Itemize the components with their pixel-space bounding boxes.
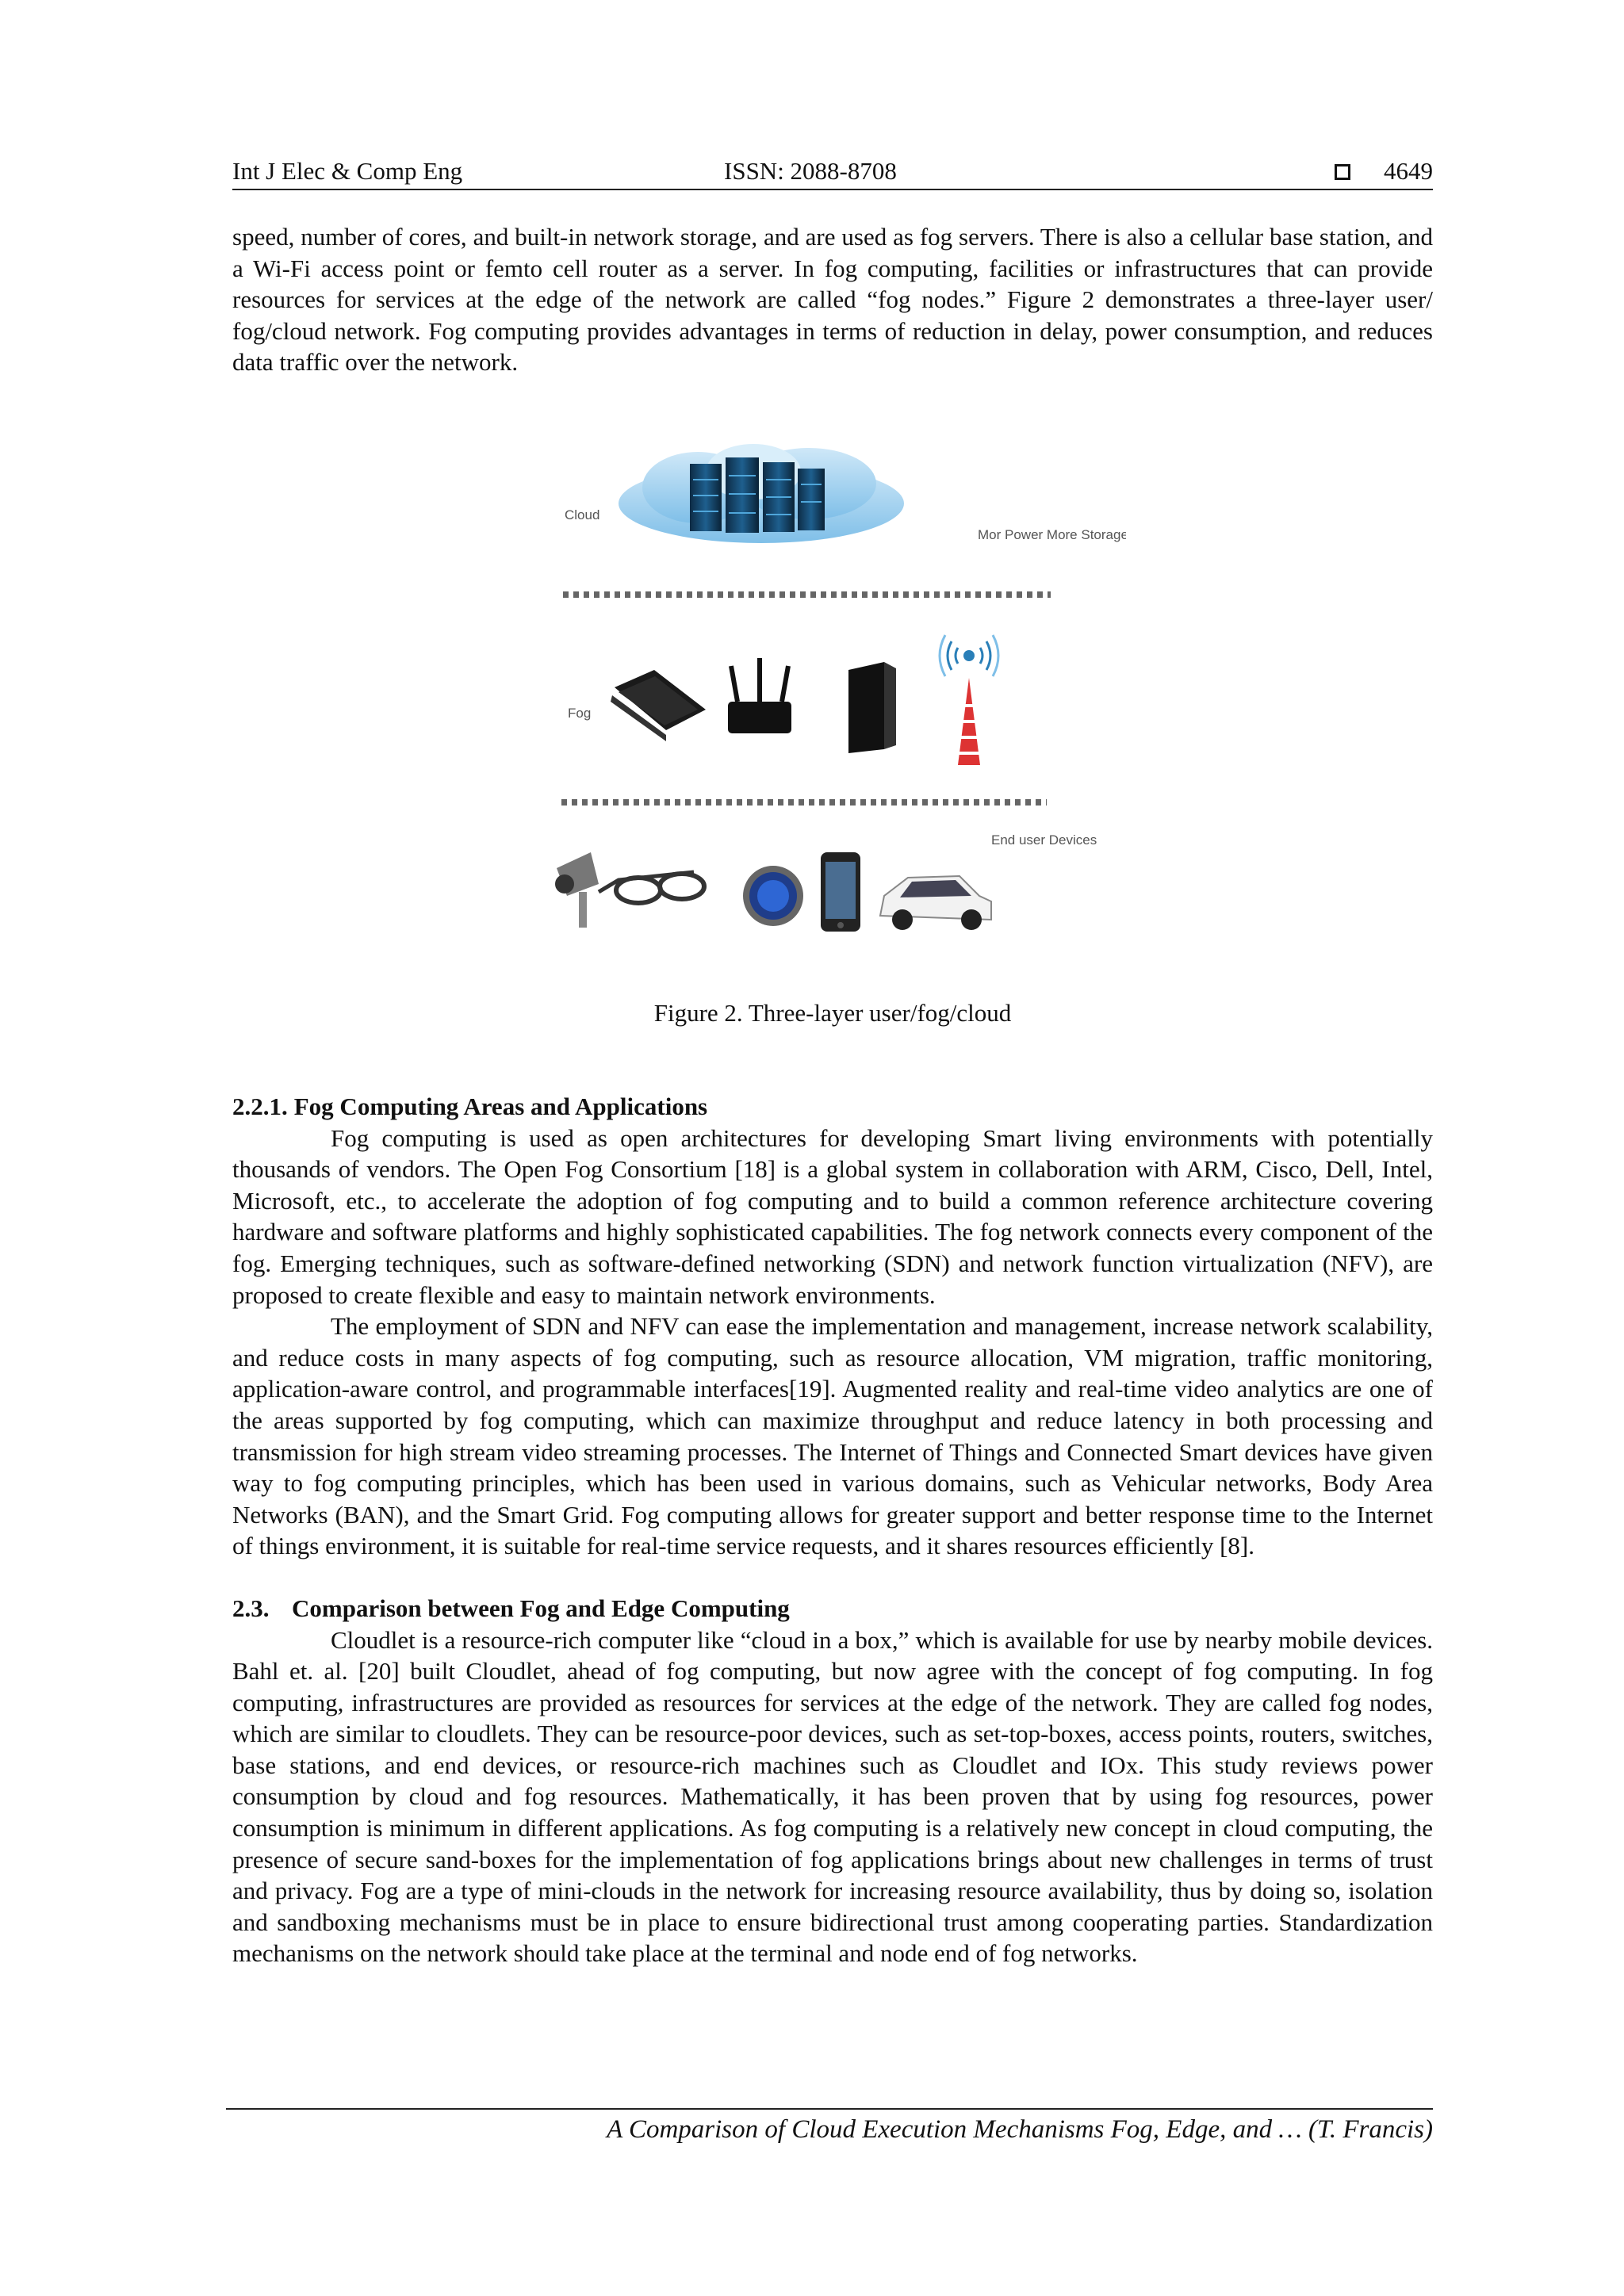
label-cloud: Cloud [565, 507, 600, 522]
running-footer: A Comparison of Cloud Execution Mechanisms Fog, Edge, and … (T. Francis) [607, 2115, 1433, 2144]
car-icon [880, 876, 991, 930]
section-heading-2-3 [232, 1593, 1433, 1624]
issn: ISSN: 2088-8708 [724, 157, 897, 185]
router-icon [728, 658, 791, 733]
section-title: Comparison between Fog and Edge Computing [292, 1594, 790, 1622]
three-layer-diagram [547, 440, 1126, 959]
footer-rule [226, 2108, 1433, 2110]
smartphone-icon [821, 852, 860, 932]
server-tower-icon [848, 662, 896, 753]
label-more-power: Mor Power More Storage [978, 527, 1126, 542]
smart-glasses-icon [599, 872, 704, 903]
security-camera-icon [555, 852, 599, 928]
journal-name: Int J Elec & Comp Eng [232, 157, 463, 185]
figure-2 [547, 440, 1126, 959]
page-header [232, 154, 1433, 190]
section-heading-2-2-1 [232, 1091, 1433, 1123]
laptop-icon [611, 670, 706, 741]
page-number-group [1335, 154, 1433, 189]
page-number: 4649 [1384, 157, 1433, 185]
label-end-user: End user Devices [991, 832, 1097, 848]
cell-tower-icon [940, 635, 998, 765]
main-body [232, 1091, 1433, 1969]
intro-block [232, 221, 1433, 378]
smart-thermostat-icon [743, 866, 803, 926]
figure-caption: Figure 2. Three-layer user/fog/cloud [653, 999, 1012, 1027]
square-icon [1335, 164, 1350, 180]
intro-paragraph: speed, number of cores, and built-in network storage, and are used as fog servers. There is also a cellular base station, and a Wi-Fi access point or femto cell router as a server. In fog computing, facilities or infrastructures that can provide resources for services at the edge of the network are called “fog nodes.” Figure 2 demonstrates a three-layer user/ fog/cloud network. Fog computing provides advantages in terms of reduction in delay, power consumption, and reduces data traffic over the network. [232, 223, 1433, 377]
paragraph: Cloudlet is a resource-rich computer like “cloud in a box,” which is available for use by nearby mobile devices. Bahl et. al. [20] built Cloudlet, ahead of fog computing, but now agree with the concept of fog computing. In fog computing, infrastructures are provided as resources for services at the edge of the network. They are called fog nodes, which are similar to cloudlets. They can be resource-poor devices, such as set-top-boxes, access points, routers, switches, base stations, and end devices, or resource-rich machines such as Cloudlet and IOx. This study reviews power consumption by cloud and fog resources. Mathematically, it has been proven that by using fog resources, power consumption is minimum in different applications. As fog computing is a relatively new concept in cloud computing, the presence of secure sand-boxes for the implementation of fog applications brings about new challenges in terms of trust and privacy. Fog are a type of mini-clouds in the network for increasing resource availability, thus by doing so, isolation and sandboxing mechanisms must be in place to ensure bidirectional trust among cooperating parties. Standardization mechanisms on the network should take place at the terminal and node end of fog networks. [232, 1625, 1433, 1968]
paragraph: The employment of SDN and NFV can ease the implementation and management, increase network scalability, and reduce costs in many aspects of fog computing, such as resource allocation, VM migration, traffic monitoring, application-aware control, and programmable interfaces[19]. Augmented reality and real-time video analytics are one of the areas supported by fog computing, which can maximize throughput and reduce latency in both processing and transmission for high stream video streaming processes. The Internet of Things and Connected Smart devices have given way to fog computing principles, which has been used in various domains, such as Vehicular networks, Body Area Networks (BAN), and the Smart Grid. Fog computing allows for greater support and better response time to the Internet of things environment, it is suitable for real-time service requests, and it shares resources efficiently [8]. [232, 1312, 1433, 1560]
section-title: Fog Computing Areas and Applications [293, 1093, 708, 1120]
section-number: 2.2.1. [232, 1093, 288, 1120]
paragraph: Fog computing is used as open architectures for developing Smart living environments with potentially thousands of vendors. The Open Fog Consortium [18] is a global system in collaboration with ARM, Cisco, Dell, Intel, Microsoft, etc., to accelerate the adoption of fog computing and to build a common reference architecture covering hardware and software platforms and highly sophisticated capabilities. The fog network connects every component of the fog. Emerging techniques, such as software-defined networking (SDN) and network function virtualization (NFV), are proposed to create flexible and easy to maintain network environments. [232, 1123, 1433, 1309]
cloud-servers-icon [619, 444, 904, 543]
label-fog: Fog [568, 706, 592, 721]
section-number: 2.3. [232, 1594, 270, 1622]
